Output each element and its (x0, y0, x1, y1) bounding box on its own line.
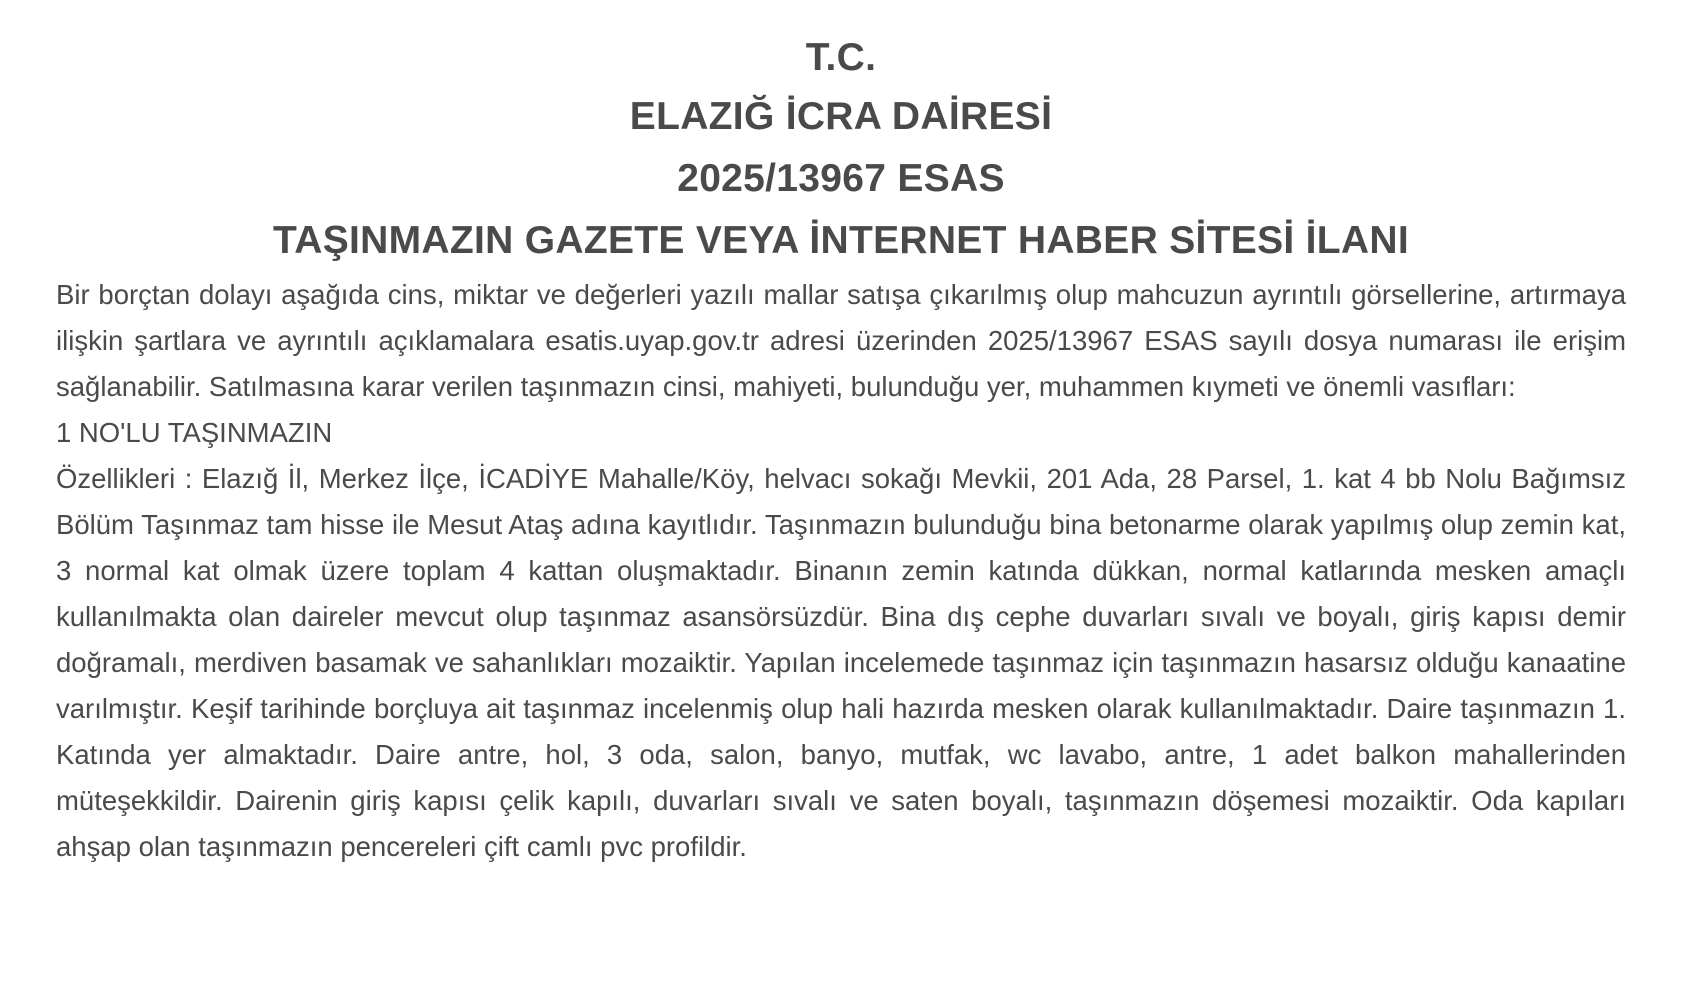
header-office: ELAZIĞ İCRA DAİRESİ (629, 95, 1053, 138)
document-body (56, 272, 1626, 870)
document-header (56, 0, 1626, 272)
header-tc: T.C. (805, 36, 877, 79)
section-title: 1 NO'LU TAŞINMAZIN (56, 417, 333, 448)
intro-paragraph: Bir borçtan dolayı aşağıda cins, miktar ve değerleri yazılı mallar satışa çıkarılmış olup mahcuzun ayrıntılı görsellerine, artırmaya ilişkin şartlara ve ayrıntılı açıklamalara esatis.uyap.gov.tr adresi üzerinden 2025/13967 ESAS sayılı dosya numarası ile erişim sağlanabilir. Satılmasına karar verilen taşınmazın cinsi, mahiyeti, bulunduğu yer, muhammen kıymeti ve önemli vasıfları: (56, 279, 1626, 402)
header-case-number: 2025/13967 ESAS (677, 157, 1005, 200)
header-notice-title: TAŞINMAZIN GAZETE VEYA İNTERNET HABER SİTESİ İLANI (273, 219, 1409, 262)
features-paragraph: Özellikleri : Elazığ İl, Merkez İlçe, İCADİYE Mahalle/Köy, helvacı sokağı Mevkii, 201 Ada, 28 Parsel, 1. kat 4 bb Nolu Bağımsız Bölüm Taşınmaz tam hisse ile Mesut Ataş adına kayıtlıdır. Taşınmazın bulunduğu bina betonarme olarak yapılmış olup zemin kat, 3 normal kat olmak üzere toplam 4 kattan oluşmaktadır. Binanın zemin katında dükkan, normal katlarında mesken amaçlı kullanılmakta olan daireler mevcut olup taşınmaz asansörsüzdür. Bina dış cephe duvarları sıvalı ve boyalı, giriş kapısı demir doğramalı, merdiven basamak ve sahanlıkları mozaiktir. Yapılan incelemede taşınmaz için taşınmazın hasarsız olduğu kanaatine varılmıştır. Keşif tarihinde borçluya ait taşınmaz incelenmiş olup hali hazırda mesken olarak kullanılmaktadır. Daire taşınmazın 1. Katında yer almaktadır. Daire antre, hol, 3 oda, salon, banyo, mutfak, wc lavabo, antre, 1 adet balkon mahallerinden müteşekkildir. Dairenin giriş kapısı çelik kapılı, duvarları sıvalı ve saten boyalı, taşınmazın döşemesi mozaiktir. Oda kapıları ahşap olan taşınmazın pencereleri çift camlı pvc profildir. (56, 463, 1626, 862)
